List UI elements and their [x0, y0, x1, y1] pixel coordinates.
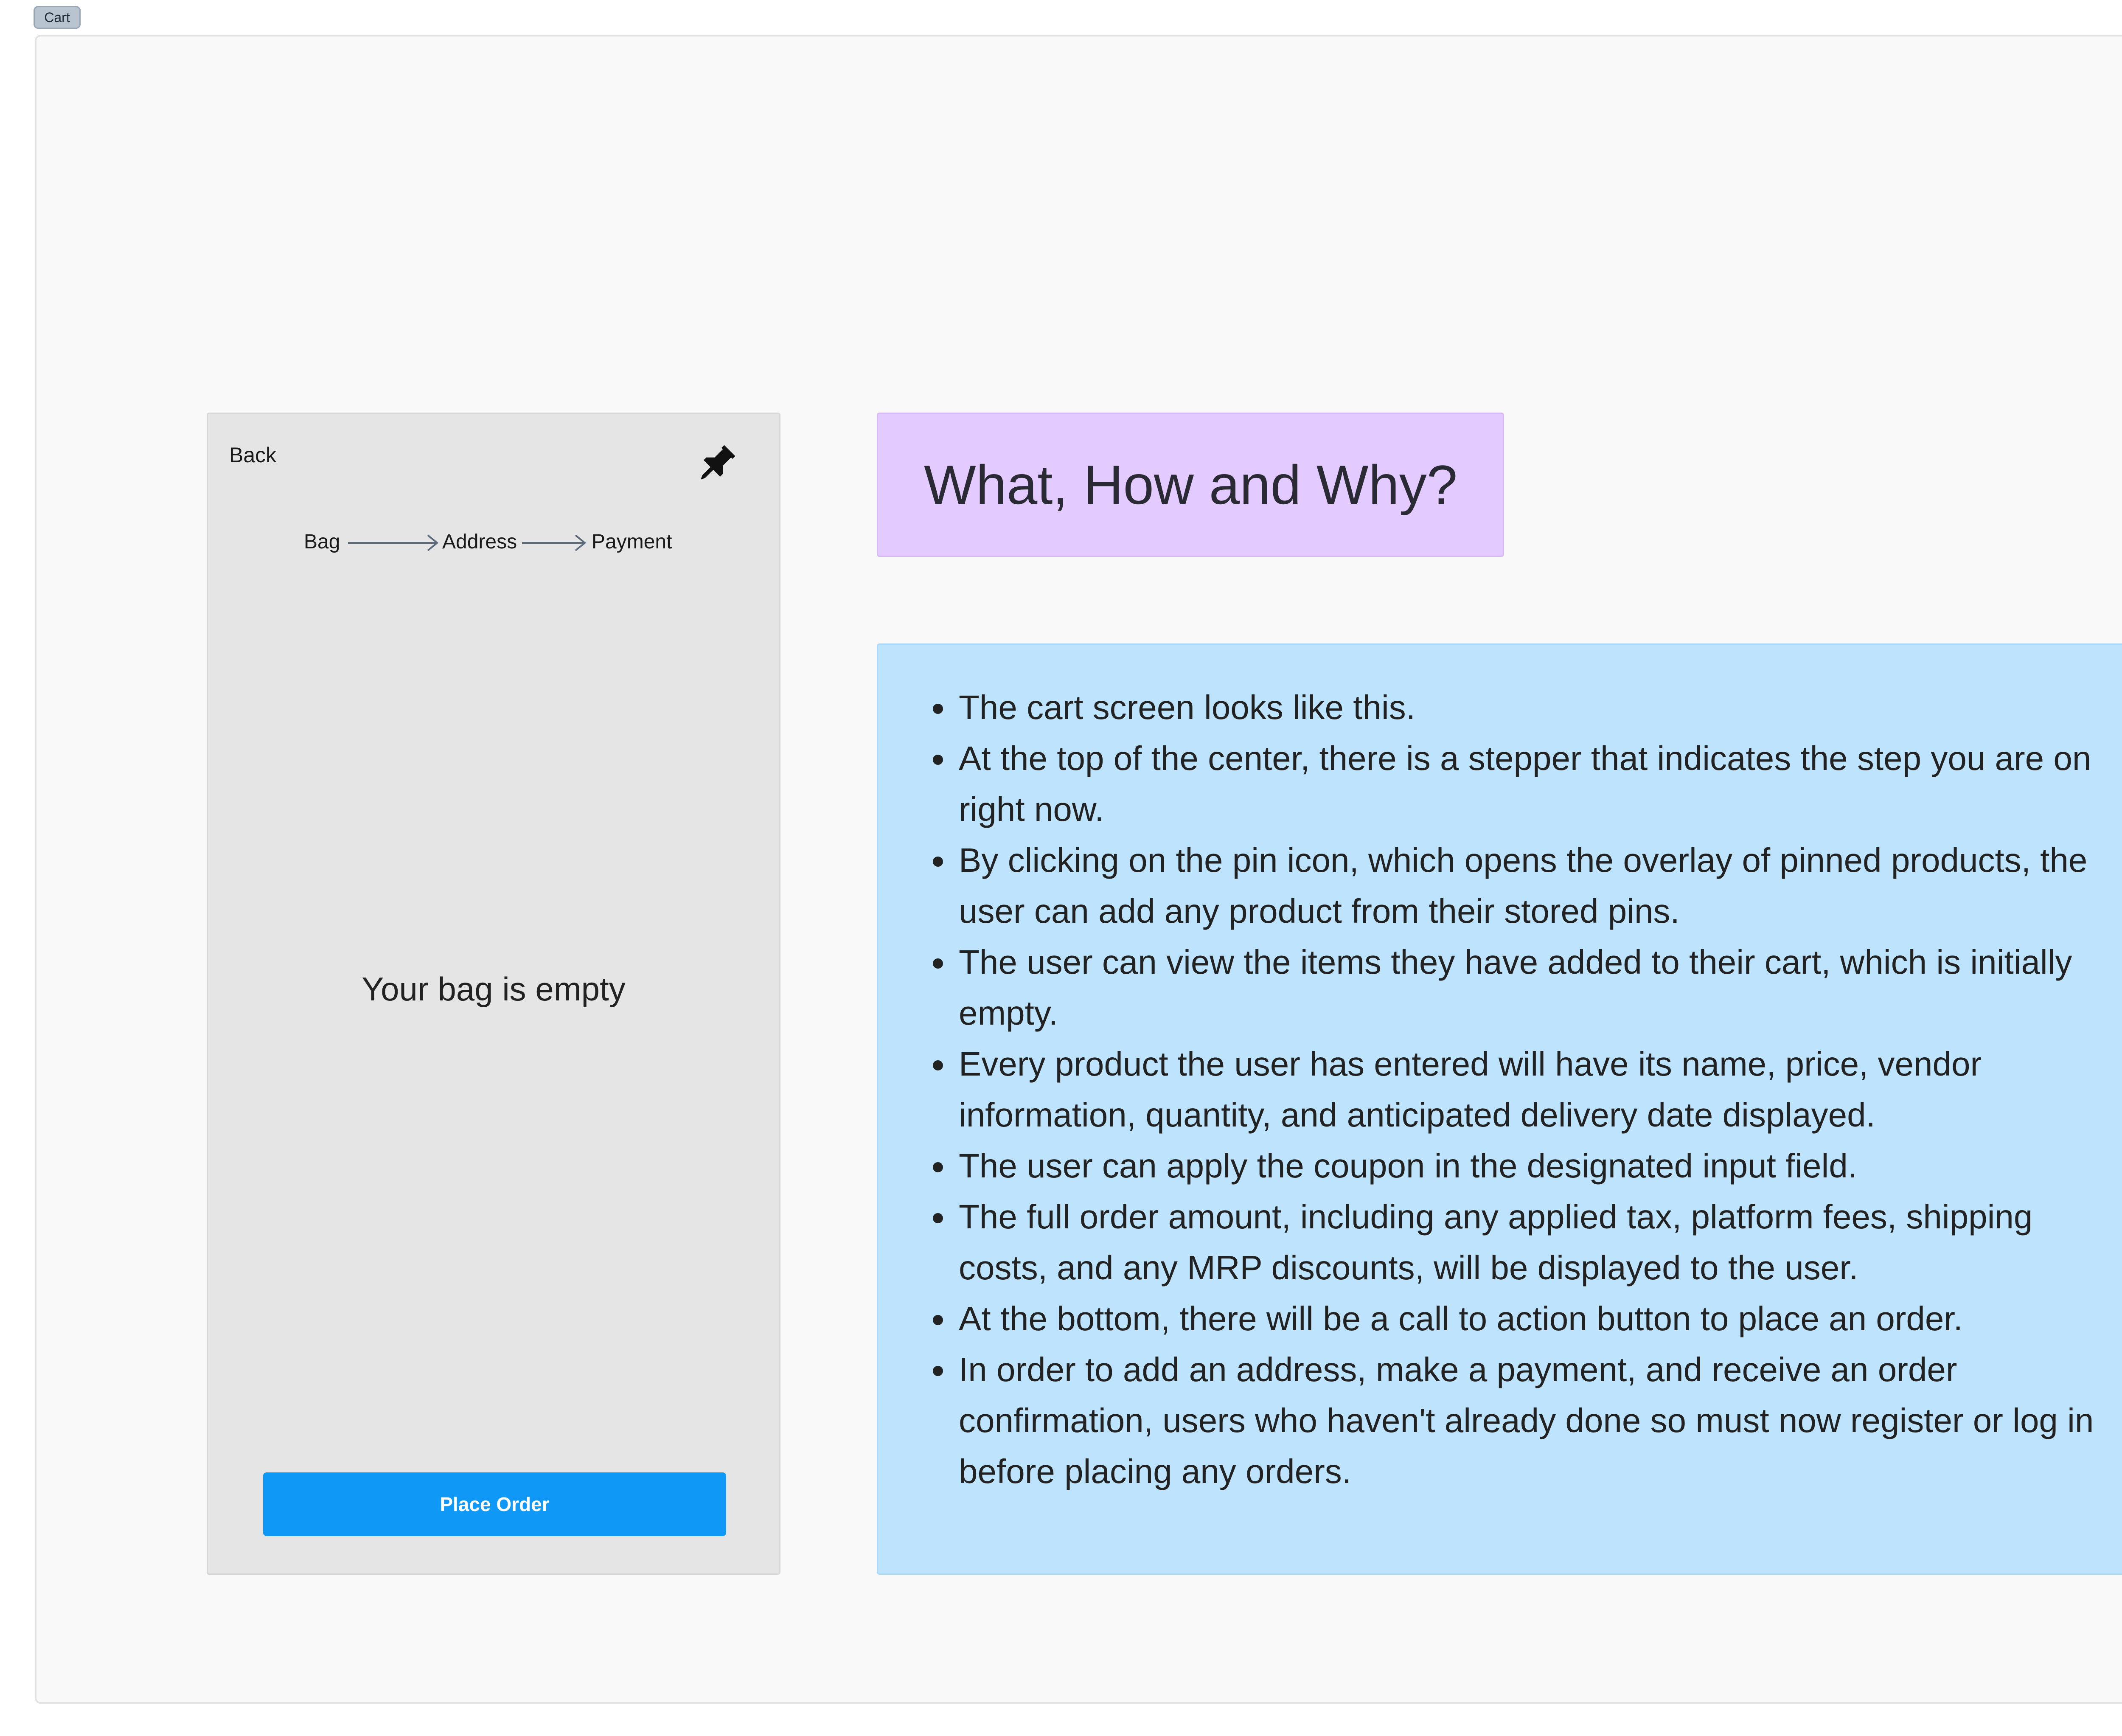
- stepper: [304, 529, 686, 555]
- list-item: • At the top of the center, there is a stepper that indicates the step you are on right now.: [956, 733, 2122, 835]
- step-payment[interactable]: Payment: [592, 531, 672, 553]
- list-item: • Every product the user has entered will have its name, price, vendor information, quantity, and anticipated delivery date displayed.: [956, 1039, 2122, 1140]
- list-item: • The user can apply the coupon in the designated input field.: [956, 1140, 2122, 1191]
- list-item: • The full order amount, including any applied tax, platform fees, shipping costs, and any MRP discounts, will be displayed to the user.: [956, 1191, 2122, 1293]
- canvas: [35, 35, 2122, 1704]
- empty-bag-message: Your bag is empty: [362, 970, 626, 1008]
- list-item: • In order to add an address, make a payment, and receive an order confirmation, users who haven't already done so must now register or log in before placing any orders.: [956, 1344, 2122, 1497]
- cart-screen-mockup: [207, 413, 780, 1575]
- back-button[interactable]: Back: [229, 443, 277, 467]
- step-address[interactable]: Address: [442, 531, 517, 553]
- frame-tag[interactable]: Cart: [34, 6, 81, 29]
- step-arrow-icon: [520, 529, 587, 555]
- list-item: • The user can view the items they have added to their cart, which is initially empty.: [956, 937, 2122, 1039]
- list-item: • The cart screen looks like this.: [956, 682, 2122, 733]
- list-item: • By clicking on the pin icon, which opens the overlay of pinned products, the user can add any product from their stored pins.: [956, 835, 2122, 937]
- heading-title: What, How and Why?: [924, 454, 1458, 516]
- info-list: [914, 682, 2122, 1497]
- step-bag[interactable]: Bag: [304, 531, 340, 553]
- info-card: [877, 643, 2122, 1575]
- list-item: • At the bottom, there will be a call to action button to place an order.: [956, 1293, 2122, 1344]
- heading-card: [877, 413, 1504, 557]
- step-arrow-icon: [346, 529, 440, 555]
- pin-icon[interactable]: [693, 441, 739, 488]
- place-order-button[interactable]: Place Order: [263, 1472, 726, 1536]
